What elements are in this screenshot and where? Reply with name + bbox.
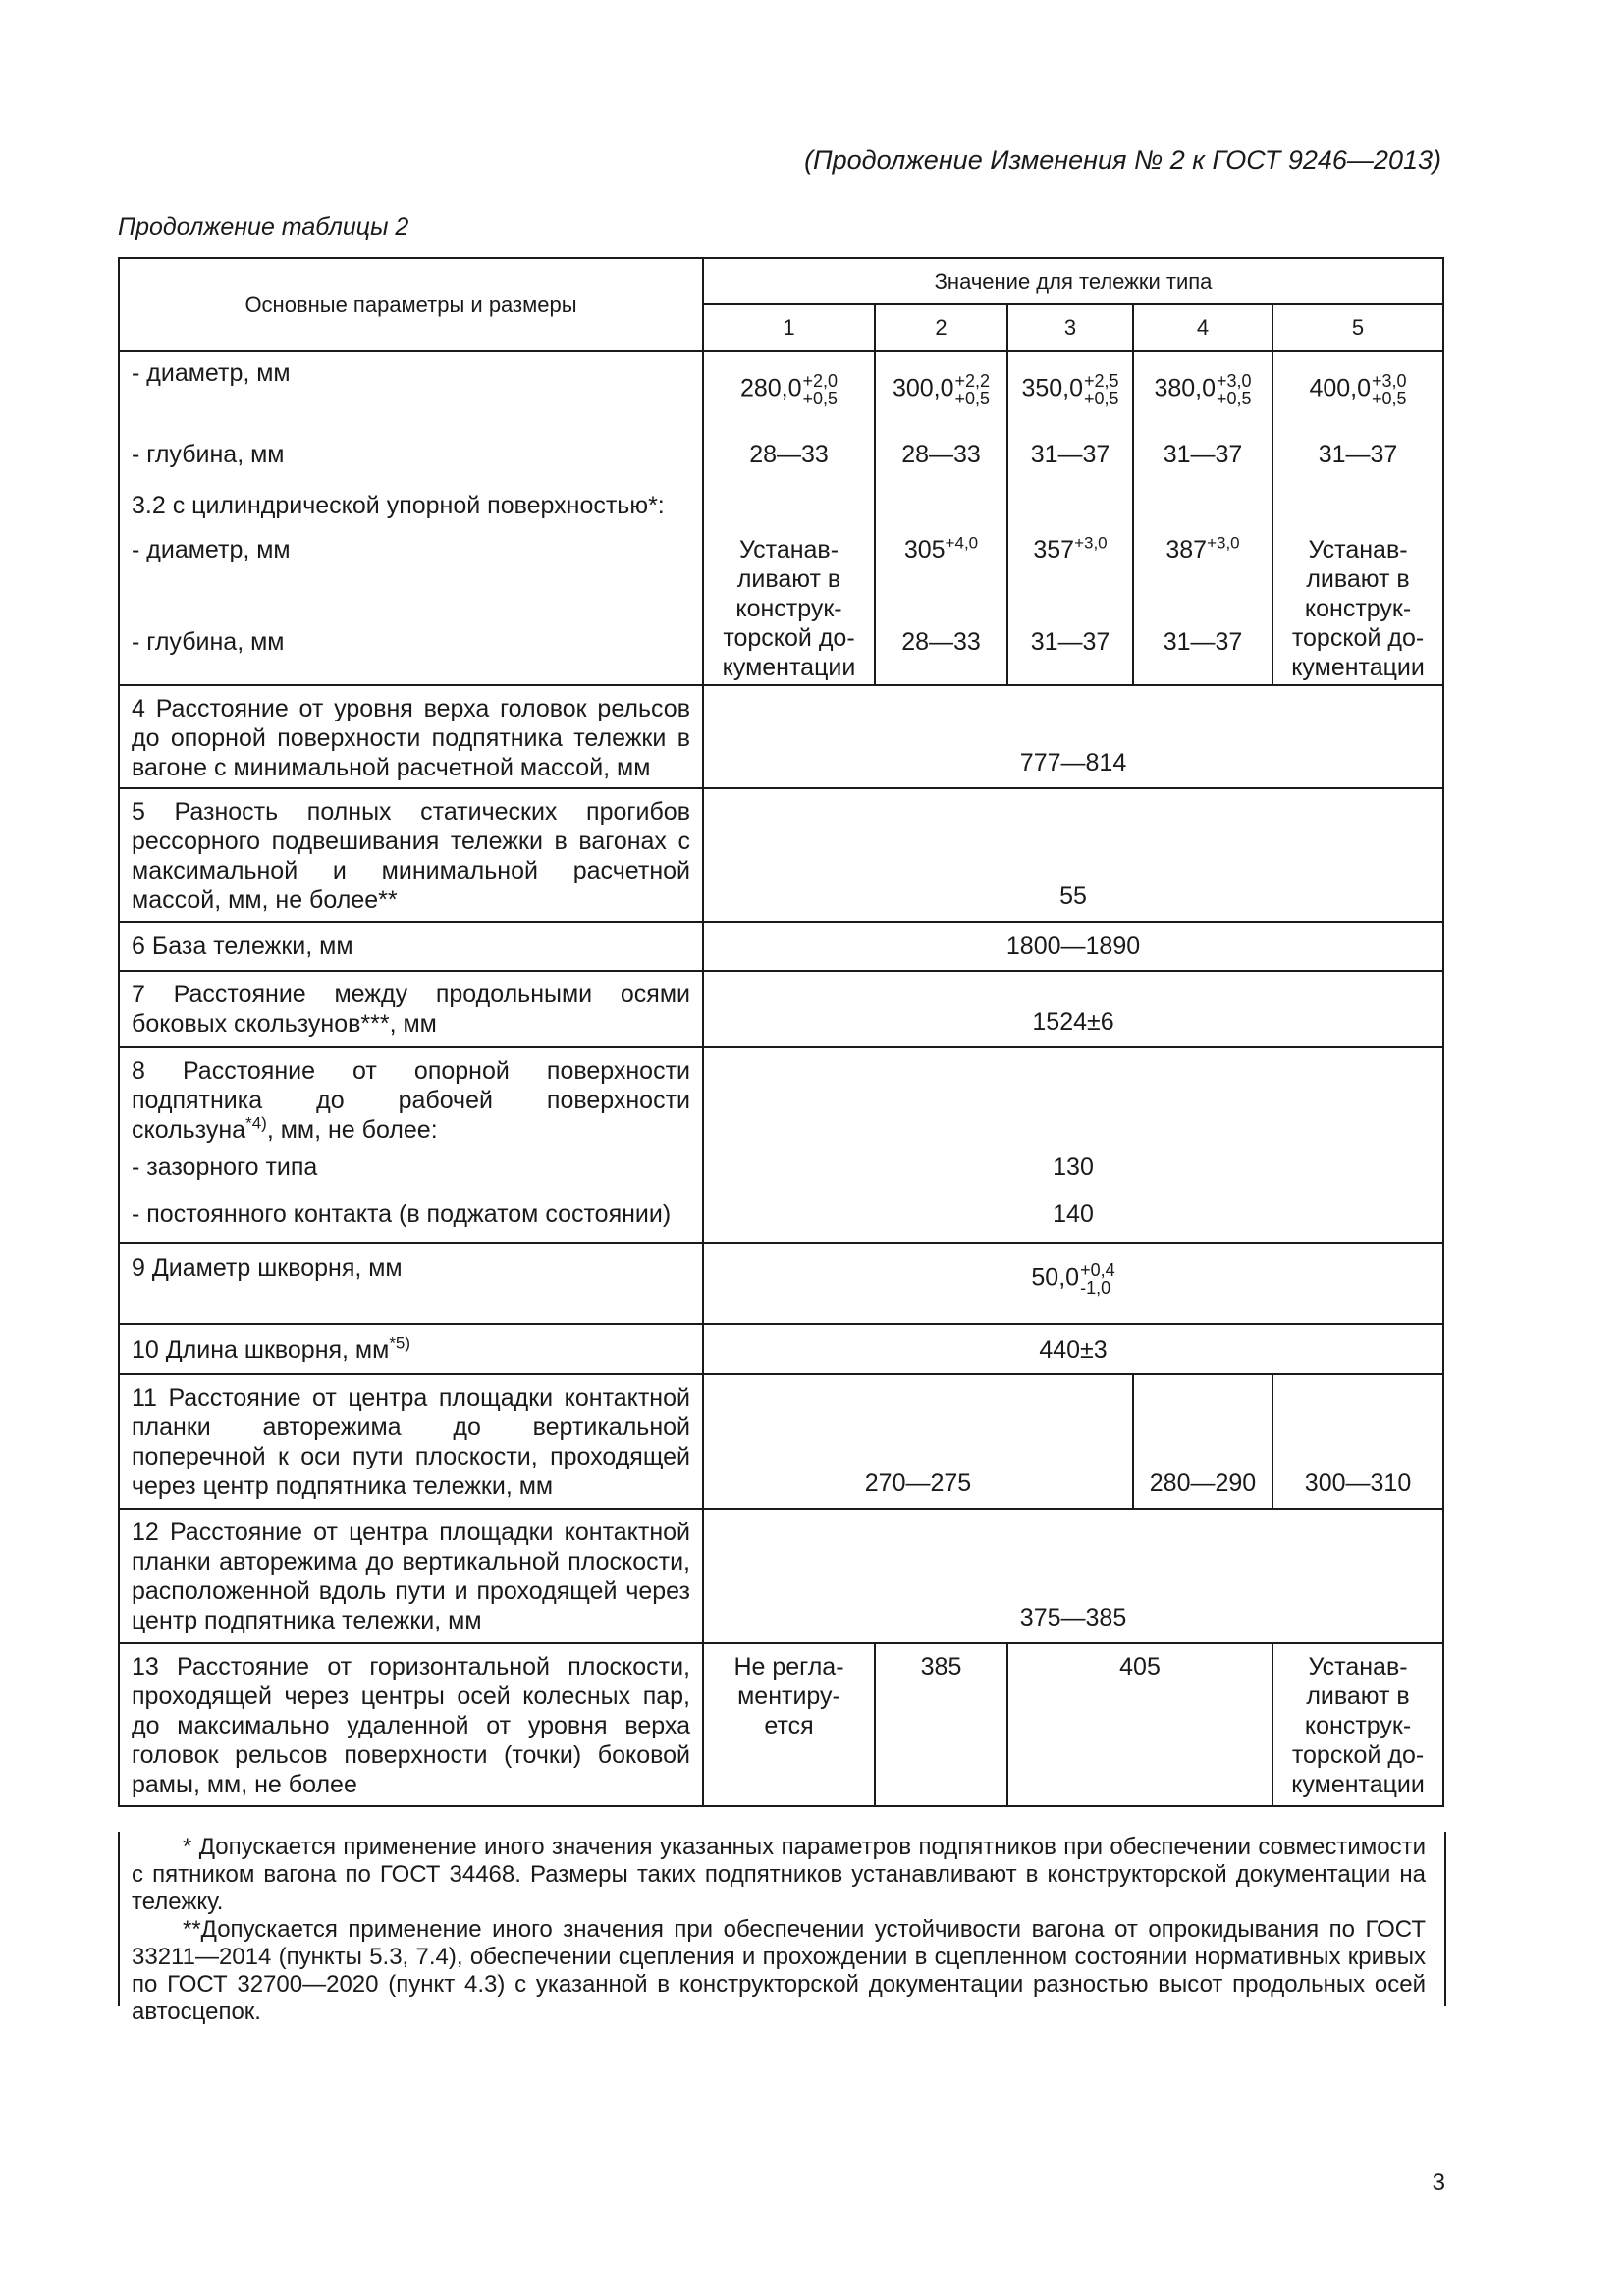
depth-type-3: 31—37 bbox=[1007, 434, 1133, 483]
row-4-label: 4 Расстояние от уровня верха головок рельсов до опорной поверхности подпятника тележки в вагоне с минимальной расчетной массой, мм bbox=[119, 685, 703, 788]
table-notes bbox=[132, 1834, 1426, 2026]
row-13-type-2: 385 bbox=[875, 1643, 1007, 1806]
row-3-2-depth-type-2: 28—33 bbox=[875, 621, 1007, 685]
row-9-label: 9 Диаметр шкворня, мм bbox=[119, 1243, 703, 1324]
header-value-cell: Значение для тележки типа bbox=[703, 258, 1443, 304]
table-row-5 bbox=[119, 788, 1443, 922]
row-6-label: 6 База тележки, мм bbox=[119, 922, 703, 971]
row-3-2-diameter-type-2: $305^{+4,0}$ bbox=[875, 527, 1007, 621]
row-13-types-3-4: 405 bbox=[1007, 1643, 1272, 1806]
type-1-header: 1 bbox=[703, 304, 875, 351]
type-5-header: 5 bbox=[1272, 304, 1443, 351]
row-11-label: 11 Расстояние от центра площадки контактной планки авторежима до вертикальной поперечной к оси пути плоскости, проходящей через центр подпятника тележки, мм bbox=[119, 1374, 703, 1509]
row-3-2-type-5: Устанав- ливают в конструк- торской до- кументации bbox=[1272, 527, 1443, 685]
diameter-type-5: 400,0 +3,0 +0,5 bbox=[1272, 351, 1443, 434]
table-row-diameter bbox=[119, 351, 1443, 434]
row-8-sub2-label: - постоянного контакта (в поджатом состоянии) bbox=[119, 1198, 703, 1243]
note-2: **Допускается применение иного значения при обеспечении устойчивости вагона от опрокидывания по ГОСТ 33211—2014 (пункты 5.3, 7.4), обеспечении сцепления и прохождении в сцепленном состоянии нормативных кривых по ГОСТ 32700—2020 (пункт 4.3) с указанной в конструкторской документации разностью высот продольных осей автосцепок. bbox=[132, 1916, 1426, 2025]
page-number: 3 bbox=[1432, 2169, 1445, 2196]
table-row-3-2-diameter bbox=[119, 527, 1443, 621]
type-4-header: 4 bbox=[1133, 304, 1272, 351]
row-13-label: 13 Расстояние от горизонтальной плоскости, проходящей через центры осей колесных пар, до максимально удаленной от уровня верха головок рельсов поверхности (точки) боковой рамы, мм, не более bbox=[119, 1643, 703, 1806]
row-12-value: 375—385 bbox=[703, 1509, 1443, 1643]
diameter-type-1: 280,0 +2,0 +0,5 bbox=[703, 351, 875, 434]
table-row-9 bbox=[119, 1243, 1443, 1324]
table-row-3-2 bbox=[119, 483, 1443, 527]
header-row bbox=[119, 258, 1443, 304]
row-7-label: 7 Расстояние между продольными осями боковых скользунов***, мм bbox=[119, 971, 703, 1047]
row-13-type-5: Устанав- ливают в конструк- торской до- кументации bbox=[1272, 1643, 1443, 1806]
row-3-2-diameter-type-3: $357^{+3,0}$ bbox=[1007, 527, 1133, 621]
row-5-label: 5 Разность полных статических прогибов рессорного подвешивания тележки в вагонах с максимальной и минимальной расчетной массой, мм, не более** bbox=[119, 788, 703, 922]
table-caption: Продолжение таблицы 2 bbox=[118, 213, 409, 240]
row-diameter-label: - диаметр, мм bbox=[119, 351, 703, 434]
table-row-12 bbox=[119, 1509, 1443, 1643]
row-5-value: 55 bbox=[703, 788, 1443, 922]
row-8-sub1-label: - зазорного типа bbox=[119, 1148, 703, 1198]
diameter-type-3: 350,0 +2,5 +0,5 bbox=[1007, 351, 1133, 434]
table-row-11 bbox=[119, 1374, 1443, 1509]
row-9-value: 50,0 +0,4 -1,0 bbox=[703, 1243, 1443, 1324]
table-row-10 bbox=[119, 1324, 1443, 1374]
row-depth-label: - глубина, мм bbox=[119, 434, 703, 483]
row-8-sub2-value: 140 bbox=[703, 1198, 1443, 1243]
table-row-13 bbox=[119, 1643, 1443, 1806]
depth-type-4: 31—37 bbox=[1133, 434, 1272, 483]
row-12-label: 12 Расстояние от центра площадки контактной планки авторежима до вертикальной плоскости, расположенной вдоль пути и проходящей через центр подпятника тележки, мм bbox=[119, 1509, 703, 1643]
parameters-table bbox=[118, 257, 1444, 1807]
row-6-value: 1800—1890 bbox=[703, 922, 1443, 971]
diameter-type-2: 300,0 +2,2 +0,5 bbox=[875, 351, 1007, 434]
row-3-2-depth-type-4: 31—37 bbox=[1133, 621, 1272, 685]
row-3-2-depth-type-3: 31—37 bbox=[1007, 621, 1133, 685]
depth-type-2: 28—33 bbox=[875, 434, 1007, 483]
diameter-type-4: 380,0 +3,0 +0,5 bbox=[1133, 351, 1272, 434]
row-4-value: 777—814 bbox=[703, 685, 1443, 788]
row-3-2-diameter-label: - диаметр, мм bbox=[119, 527, 703, 621]
table-row-6 bbox=[119, 922, 1443, 971]
note-1: * Допускается применение иного значения указанных параметров подпятников при обеспечении совместимости с пятником вагона по ГОСТ 34468. Размеры таких подпятников устанавливают в конструкторской документации на тележку. bbox=[132, 1834, 1426, 1915]
depth-type-5: 31—37 bbox=[1272, 434, 1443, 483]
row-3-2-label: 3.2 с цилиндрической упорной поверхностью*: bbox=[119, 483, 703, 527]
table-row-4 bbox=[119, 685, 1443, 788]
table-row-8-clearance bbox=[119, 1148, 1443, 1198]
row-10-label: 10 Длина шкворня, $мм^{*5)}$ bbox=[119, 1324, 703, 1374]
row-10-value: 440±3 bbox=[703, 1324, 1443, 1374]
row-3-2-type-1: Устанав- ливают в конструк- торской до- кументации bbox=[703, 527, 875, 685]
table-row-depth bbox=[119, 434, 1443, 483]
table-row-7 bbox=[119, 971, 1443, 1047]
row-11-value-type-5: 300—310 bbox=[1272, 1374, 1443, 1509]
row-13-type-1: Не регла- ментиру- ется bbox=[703, 1643, 875, 1806]
row-3-2-depth-label: - глубина, мм bbox=[119, 621, 703, 685]
row-11-value-type-4: 280—290 bbox=[1133, 1374, 1272, 1509]
table-row-8-contact bbox=[119, 1198, 1443, 1243]
header-param-cell: Основные параметры и размеры bbox=[119, 258, 703, 351]
row-8-sub1-value: 130 bbox=[703, 1148, 1443, 1198]
row-3-2-diameter-type-4: $387^{+3,0}$ bbox=[1133, 527, 1272, 621]
type-3-header: 3 bbox=[1007, 304, 1133, 351]
table-row-8 bbox=[119, 1047, 1443, 1148]
type-2-header: 2 bbox=[875, 304, 1007, 351]
row-11-value-types-1-3: 270—275 bbox=[703, 1374, 1133, 1509]
row-7-value: 1524±6 bbox=[703, 971, 1443, 1047]
row-8-label: 8 Расстояние от опорной поверхности подпятника до рабочей поверхности скользуна$^{*4)}$, мм, не более: bbox=[119, 1047, 703, 1148]
document-continuation-header: (Продолжение Изменения № 2 к ГОСТ 9246—2013) bbox=[804, 145, 1441, 175]
depth-type-1: 28—33 bbox=[703, 434, 875, 483]
